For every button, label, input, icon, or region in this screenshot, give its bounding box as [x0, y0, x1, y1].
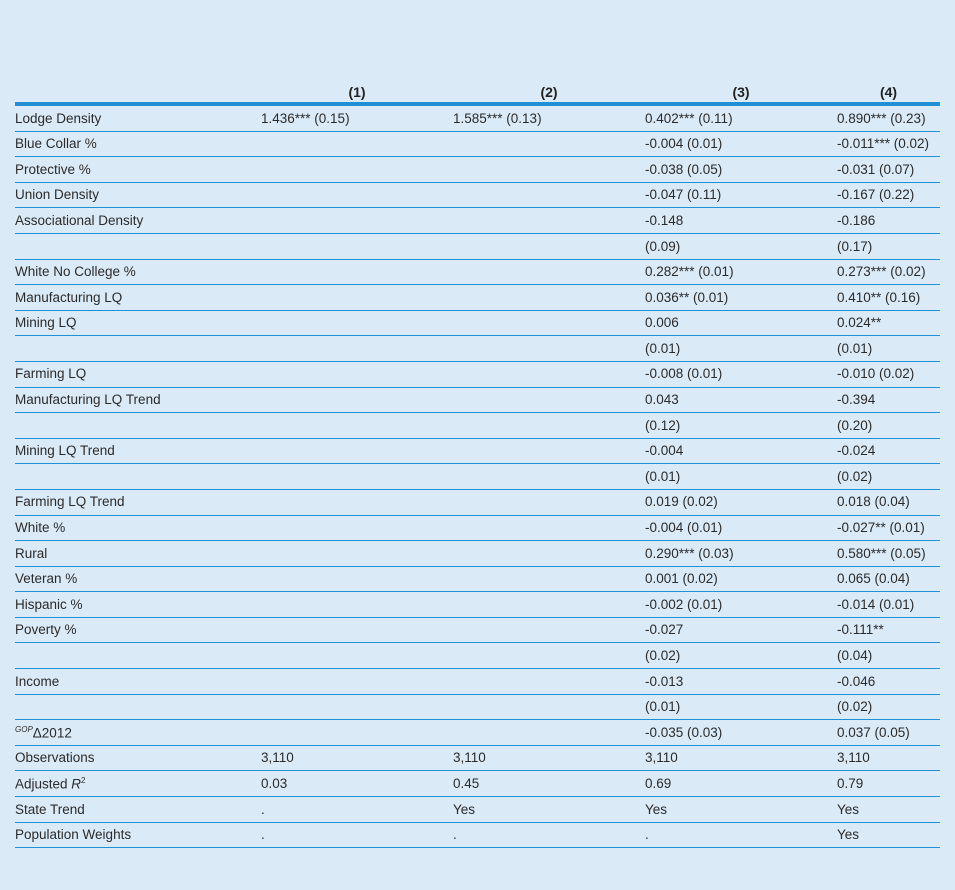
table-row [15, 720, 940, 746]
cell-col-4: 0.018 (0.04) [837, 494, 910, 510]
table-row [15, 746, 940, 772]
cell-col-3: (0.02) [645, 648, 681, 664]
cell-col-3: (0.01) [645, 699, 681, 715]
cell-col-3: -0.004 (0.01) [645, 136, 723, 152]
cell-col-3: -0.038 (0.05) [645, 161, 723, 177]
cell-col-3: 0.290*** (0.03) [645, 545, 734, 561]
cell-col-4: -0.394 [837, 392, 876, 408]
table-row [15, 516, 940, 542]
cell-col-2: 1.585*** (0.13) [453, 110, 542, 126]
cell-col-4: (0.02) [837, 699, 873, 715]
cell-col-4: 3,110 [837, 750, 870, 766]
cell-col-2: 0.45 [453, 775, 480, 791]
row-label-text: Observations [15, 750, 95, 766]
cell-col-3: -0.013 [645, 673, 684, 689]
cell-col-4: -0.011*** (0.02) [837, 136, 930, 152]
table-row [15, 490, 940, 516]
table-row [15, 106, 940, 132]
row-label-text: Poverty % [15, 622, 77, 638]
cell-col-3: -0.004 [645, 443, 684, 459]
row-label-italic: R [71, 776, 82, 792]
cell-col-3: (0.01) [645, 468, 681, 484]
cell-col-1: 3,110 [261, 750, 294, 766]
row-label-text: Rural [15, 545, 48, 561]
cell-col-4: -0.167 (0.22) [837, 187, 915, 203]
cell-col-4: -0.027** (0.01) [837, 520, 925, 536]
row-label [15, 214, 261, 228]
row-label-text: White No College % [15, 264, 136, 280]
table-row [15, 132, 940, 158]
table-row [15, 183, 940, 209]
row-label-text: Associational Density [15, 212, 144, 228]
row-label-text: Blue Collar % [15, 136, 97, 152]
cell-col-4: 0.037 (0.05) [837, 724, 910, 740]
cell-col-1: 1.436*** (0.15) [261, 110, 350, 126]
regression-table [15, 80, 940, 848]
row-label [15, 828, 261, 842]
cell-col-1: 0.03 [261, 775, 288, 791]
cell-col-3: 3,110 [645, 750, 678, 766]
row-label-text: Farming LQ [15, 366, 87, 382]
cell-col-3: 0.001 (0.02) [645, 571, 718, 587]
cell-col-3: (0.09) [645, 238, 681, 254]
cell-col-4: -0.111** [837, 622, 884, 638]
row-label [15, 803, 261, 817]
cell-col-3: Yes [645, 801, 668, 817]
cell-col-2: 3,110 [453, 750, 486, 766]
row-label [15, 521, 261, 535]
table-body [15, 106, 940, 848]
table-row [15, 695, 940, 721]
cell-col-3: 0.019 (0.02) [645, 494, 718, 510]
row-label [15, 393, 261, 407]
row-label [15, 675, 261, 689]
cell-col-4: (0.01) [837, 340, 873, 356]
cell-col-3: (0.12) [645, 417, 681, 433]
table-row [15, 260, 940, 286]
cell-col-3: 0.282*** (0.01) [645, 264, 734, 280]
row-label-text: Mining LQ Trend [15, 443, 115, 459]
row-label-text: Adjusted [15, 776, 72, 792]
header-col-1: (1) [348, 84, 366, 100]
cell-col-4: Yes [837, 827, 860, 843]
table-row [15, 336, 940, 362]
cell-col-4: 0.79 [837, 775, 864, 791]
cell-col-4: -0.024 [837, 443, 876, 459]
cell-col-4: Yes [837, 801, 860, 817]
table-row [15, 208, 940, 234]
cell-col-4: 0.273*** (0.02) [837, 264, 926, 280]
table-row [15, 567, 940, 593]
cell-col-4: 0.024** [837, 315, 882, 331]
cell-col-3: (0.01) [645, 340, 681, 356]
cell-col-4: 0.410** (0.16) [837, 289, 921, 305]
cell-col-3: 0.402*** (0.11) [645, 110, 733, 126]
cell-col-3: -0.035 (0.03) [645, 724, 723, 740]
row-label-text: State Trend [15, 801, 85, 817]
cell-col-3: . [645, 827, 649, 843]
cell-col-4: -0.014 (0.01) [837, 596, 915, 612]
cell-col-4: -0.031 (0.07) [837, 161, 915, 177]
header-col-4: (4) [879, 84, 898, 100]
cell-col-4: -0.186 [837, 212, 876, 228]
row-label [15, 291, 261, 305]
row-label-text: Manufacturing LQ [15, 289, 123, 305]
row-label-text: Mining LQ [15, 315, 77, 331]
row-label [15, 598, 261, 612]
row-label-superscript: 2 [81, 775, 86, 785]
table-row [15, 643, 940, 669]
row-label-text: Hispanic % [15, 596, 83, 612]
cell-col-3: 0.006 [645, 315, 679, 331]
row-label [15, 188, 261, 202]
table-row [15, 311, 940, 337]
row-label-text: Farming LQ Trend [15, 494, 125, 510]
cell-col-3: -0.002 (0.01) [645, 596, 723, 612]
cell-col-3: 0.036** (0.01) [645, 289, 729, 305]
cell-col-3: -0.027 [645, 622, 684, 638]
row-label-text: Protective % [15, 161, 91, 177]
row-label-text: White % [15, 520, 66, 536]
table-row [15, 771, 940, 797]
table-header [15, 80, 940, 106]
table-row [15, 234, 940, 260]
table-row [15, 413, 940, 439]
table-row [15, 439, 940, 465]
row-label [15, 495, 261, 509]
row-label [15, 726, 261, 740]
row-label [15, 751, 261, 765]
row-label [15, 316, 261, 330]
row-label [15, 547, 261, 561]
row-label [15, 777, 261, 791]
row-label-text: Union Density [15, 187, 100, 203]
table-row [15, 618, 940, 644]
row-label [15, 572, 261, 586]
header-col-3: (3) [732, 84, 750, 100]
table-row [15, 362, 940, 388]
row-label-text: Veteran % [15, 571, 78, 587]
cell-col-3: -0.047 (0.11) [645, 187, 722, 203]
table-row [15, 797, 940, 823]
cell-col-1: . [261, 801, 265, 817]
table-row [15, 388, 940, 414]
cell-col-3: 0.043 [645, 392, 679, 408]
cell-col-4: (0.17) [837, 238, 873, 254]
table-row [15, 464, 940, 490]
cell-col-4: (0.20) [837, 417, 873, 433]
table-row [15, 541, 940, 567]
cell-col-1: . [261, 827, 265, 843]
cell-col-2: . [453, 827, 457, 843]
table-row [15, 669, 940, 695]
header-empty [15, 100, 261, 102]
table-row [15, 592, 940, 618]
row-label [15, 367, 261, 381]
cell-col-4: (0.04) [837, 648, 873, 664]
table-row [15, 157, 940, 183]
cell-col-4: 0.065 (0.04) [837, 571, 910, 587]
cell-col-4: 0.580*** (0.05) [837, 545, 926, 561]
row-label-text: Lodge Density [15, 110, 102, 126]
row-label [15, 265, 261, 279]
cell-col-3: -0.148 [645, 212, 684, 228]
row-label-text: Manufacturing LQ Trend [15, 392, 161, 408]
header-col-2: (2) [540, 84, 558, 100]
cell-col-3: 0.69 [645, 775, 672, 791]
row-label-text: Income [15, 673, 60, 689]
cell-col-3: -0.004 (0.01) [645, 520, 723, 536]
cell-col-4: -0.010 (0.02) [837, 366, 915, 382]
cell-col-4: -0.046 [837, 673, 876, 689]
table-row [15, 285, 940, 311]
row-label [15, 112, 261, 126]
cell-col-4: (0.02) [837, 468, 873, 484]
row-label-superscript: GOP [15, 724, 33, 734]
cell-col-3: -0.008 (0.01) [645, 366, 723, 382]
row-label [15, 623, 261, 637]
row-label [15, 137, 261, 151]
table-row [15, 823, 940, 849]
row-label [15, 163, 261, 177]
cell-col-2: Yes [453, 801, 476, 817]
row-label [15, 444, 261, 458]
row-label-text: Δ2012 [32, 725, 72, 741]
row-label-text: Population Weights [15, 827, 132, 843]
cell-col-4: 0.890*** (0.23) [837, 110, 926, 126]
